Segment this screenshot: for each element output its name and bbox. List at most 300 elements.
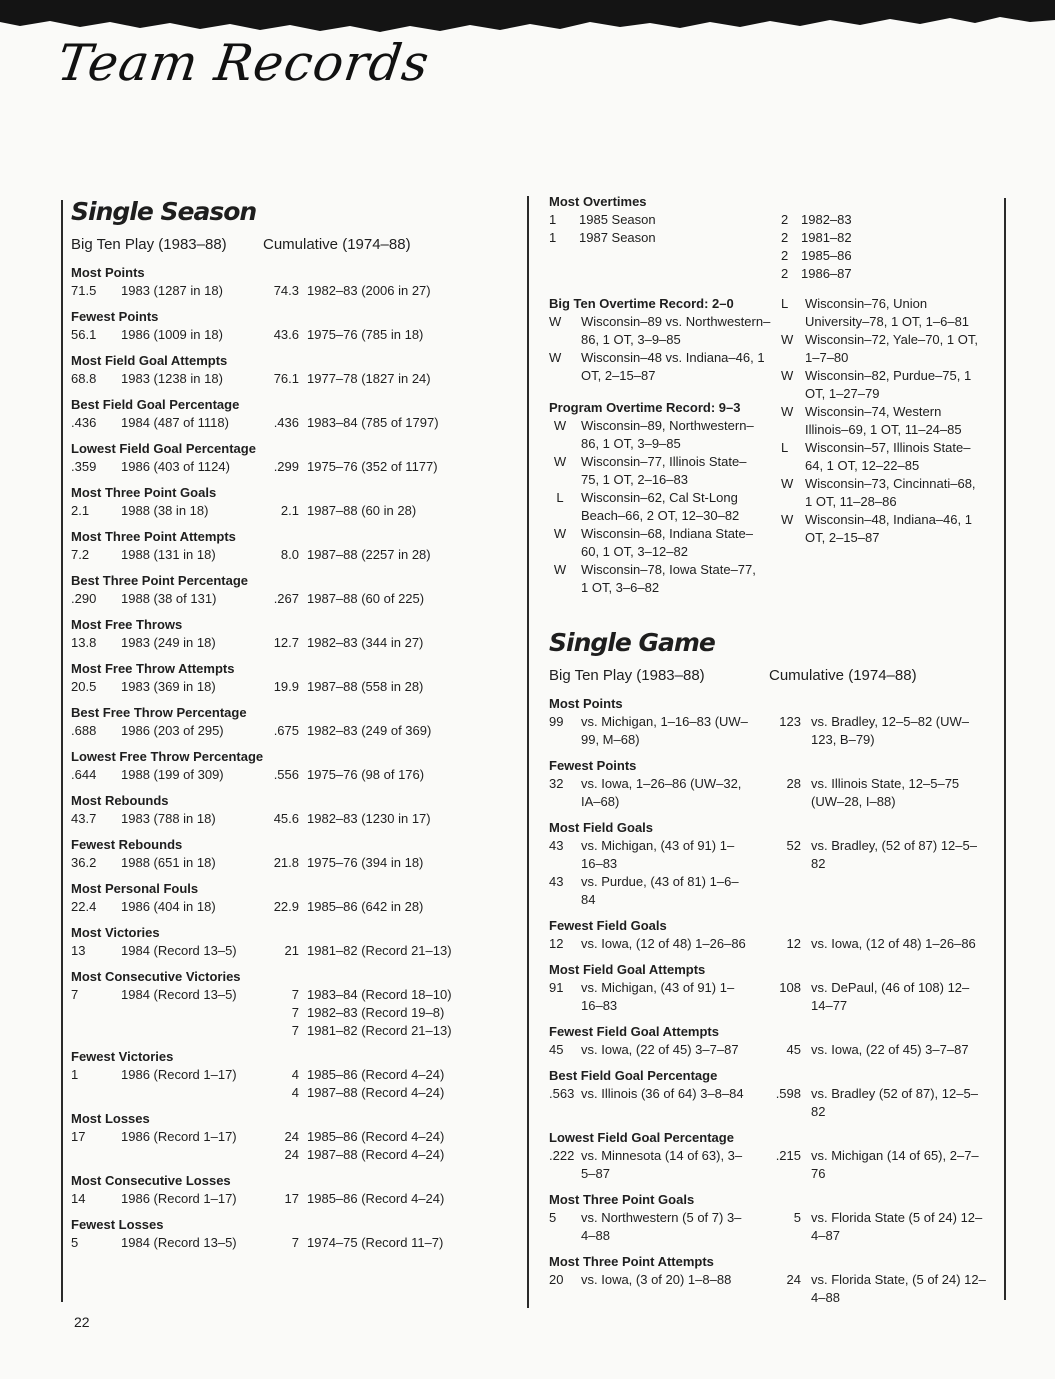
record-entry — [263, 1190, 477, 1208]
cumulative-values — [263, 326, 477, 344]
season-record — [71, 1110, 511, 1164]
season-record — [71, 968, 511, 1040]
cumulative-values — [263, 458, 477, 476]
big-ten-values — [549, 1209, 769, 1245]
big-ten-values — [549, 775, 769, 811]
record-row — [549, 837, 999, 909]
big-ten-value — [71, 458, 263, 476]
season-record — [71, 1048, 511, 1102]
record-title: Most Rebounds — [71, 793, 169, 808]
game-record — [549, 917, 999, 953]
season-record — [71, 836, 511, 872]
record-value: 43 — [549, 874, 564, 889]
record-entry — [263, 1004, 477, 1022]
record-row — [71, 942, 511, 960]
record-entry — [263, 854, 477, 872]
record-description: vs. Illinois State, 12–5–75 (UW–28, I–88) — [811, 776, 960, 809]
record-entry — [549, 417, 781, 453]
record-entry — [71, 326, 261, 344]
record-entry — [263, 458, 477, 476]
record-description: 1981–82 (Record 21–13) — [307, 943, 452, 958]
record-entry — [71, 370, 261, 388]
record-description: 1985–86 (642 in 28) — [307, 899, 424, 914]
record-row — [549, 1271, 999, 1307]
record-value: 14 — [71, 1191, 86, 1206]
record-description: 1984 (Record 13–5) — [121, 1235, 237, 1250]
big-ten-value — [71, 810, 263, 828]
record-value: 17 — [284, 1191, 299, 1206]
record-title: Fewest Losses — [71, 1217, 164, 1232]
cumulative-values — [769, 837, 989, 909]
record-entry — [781, 265, 961, 283]
record-value: 13 — [71, 943, 86, 958]
big-ten-value — [71, 766, 263, 784]
record-title: Lowest Field Goal Percentage — [71, 441, 256, 456]
big-ten-value — [71, 1190, 263, 1208]
record-entry — [263, 1146, 477, 1164]
record-entry — [263, 766, 477, 784]
big-ten-value — [71, 898, 263, 916]
record-row — [71, 722, 511, 740]
most-overtimes-title: Most Overtimes — [549, 194, 647, 209]
overtimes-section — [549, 193, 999, 597]
record-entry — [263, 1128, 477, 1146]
game-record — [549, 757, 999, 811]
record-description: 1983–84 (Record 18–10) — [307, 987, 452, 1002]
record-description: 1987–88 (Record 4–24) — [307, 1147, 445, 1162]
cumulative-header: Cumulative (1974–88) — [263, 236, 411, 253]
season-record — [71, 352, 511, 388]
game-record — [549, 695, 999, 749]
record-description: 1983 (1238 in 18) — [121, 371, 223, 386]
record-entry — [769, 1271, 989, 1307]
record-value: 5 — [549, 1210, 557, 1225]
right-column-rule — [1004, 198, 1006, 1300]
record-value: 4 — [291, 1067, 299, 1082]
record-entry — [769, 713, 989, 749]
record-value: 43 — [549, 838, 564, 853]
big-ten-header: Big Ten Play (1983–88) — [71, 236, 227, 253]
game-record — [549, 1253, 999, 1307]
record-entry — [263, 590, 477, 608]
season-record — [71, 616, 511, 652]
record-row — [549, 1147, 999, 1183]
record-description: vs. Bradley, (52 of 87) 12–5–82 — [811, 838, 977, 871]
record-title: Most Three Point Attempts — [71, 529, 236, 544]
record-description: 1982–83 (Record 19–8) — [307, 1005, 445, 1020]
record-value: 24 — [284, 1147, 299, 1162]
record-value: .598 — [775, 1086, 801, 1101]
season-record — [71, 748, 511, 784]
record-entry — [781, 475, 981, 511]
record-description: Wisconsin–89, Northwestern–86, 1 OT, 3–9–85 — [581, 418, 754, 451]
record-value: W — [781, 512, 794, 527]
season-record — [71, 792, 511, 828]
record-description: vs. Michigan, (43 of 91) 1–16–83 — [581, 838, 735, 871]
record-value: 108 — [779, 980, 801, 995]
record-description: vs. DePaul, (46 of 108) 12–14–77 — [811, 980, 970, 1013]
record-description: 1983 (369 in 18) — [121, 679, 216, 694]
single-season-records — [71, 264, 511, 1252]
record-value: 24 — [786, 1272, 801, 1287]
cumulative-values — [263, 854, 477, 872]
game-record — [549, 1191, 999, 1245]
single-season-section — [71, 196, 511, 1260]
record-row — [71, 326, 511, 344]
record-entry — [263, 810, 477, 828]
record-value: 4 — [291, 1085, 299, 1100]
record-description: Wisconsin–78, Iowa State–77, 1 OT, 3–6–82 — [581, 562, 756, 595]
record-description: 1985–86 (Record 4–24) — [307, 1067, 445, 1082]
record-value: 43.6 — [273, 327, 299, 342]
record-value: W — [781, 332, 794, 347]
record-entry — [263, 502, 477, 520]
cumulative-header: Cumulative (1974–88) — [769, 667, 917, 684]
record-value: 1 — [549, 230, 557, 245]
single-game-records — [549, 695, 999, 1307]
record-entry — [781, 367, 981, 403]
record-entry — [71, 1190, 261, 1208]
record-value: 21.8 — [273, 855, 299, 870]
record-entry — [263, 546, 477, 564]
record-entry — [769, 837, 989, 873]
record-entry — [549, 211, 781, 229]
record-description: 1986 (403 of 1124) — [121, 459, 230, 474]
record-value: 12 — [786, 936, 801, 951]
record-value: 12 — [549, 936, 564, 951]
record-value: 1 — [71, 1067, 79, 1082]
record-entry — [781, 331, 981, 367]
cumulative-values — [263, 942, 477, 960]
cumulative-values — [263, 590, 477, 608]
record-value: .644 — [71, 767, 97, 782]
record-description: 1987–88 (60 in 28) — [307, 503, 417, 518]
record-value: 28 — [786, 776, 801, 791]
cumulative-values — [263, 546, 477, 564]
record-value: 17 — [71, 1129, 86, 1144]
season-record — [71, 880, 511, 916]
record-row — [71, 370, 511, 388]
cumulative-values — [263, 722, 477, 740]
big-ten-value — [71, 986, 263, 1040]
record-description: 1975–76 (394 in 18) — [307, 855, 424, 870]
record-description: vs. Bradley, 12–5–82 (UW–123, B–79) — [811, 714, 969, 747]
record-entry — [781, 247, 961, 265]
season-record — [71, 572, 511, 608]
record-value: L — [556, 490, 564, 505]
cumulative-values — [263, 898, 477, 916]
record-value: 43.7 — [71, 811, 97, 826]
record-description: 1985 Season — [579, 212, 656, 227]
record-description: 1984 (487 of 1118) — [121, 415, 229, 430]
record-row — [71, 986, 511, 1040]
big-ten-values — [549, 1147, 769, 1183]
cumulative-values — [263, 414, 477, 432]
record-title: Fewest Victories — [71, 1049, 174, 1064]
record-entry — [781, 511, 981, 547]
season-record — [71, 660, 511, 696]
record-description: vs. Illinois (36 of 64) 3–8–84 — [581, 1086, 744, 1101]
record-description: 1982–83 (249 of 369) — [307, 723, 432, 738]
record-description: 1977–78 (1827 in 24) — [307, 371, 431, 386]
record-value: W — [553, 454, 567, 469]
record-value: 45 — [786, 1042, 801, 1057]
record-value: W — [553, 526, 567, 541]
game-record — [549, 1067, 999, 1121]
record-description: 1974–75 (Record 11–7) — [307, 1235, 444, 1250]
big-ten-value — [71, 942, 263, 960]
record-entry — [549, 453, 781, 489]
record-value: 91 — [549, 980, 564, 995]
record-value: 71.5 — [71, 283, 97, 298]
most-overtimes-big-ten — [549, 211, 781, 283]
season-record — [71, 924, 511, 960]
record-value: 12.7 — [273, 635, 299, 650]
record-description: 1981–82 (Record 21–13) — [307, 1023, 452, 1038]
record-value: W — [781, 476, 794, 491]
record-entry — [769, 775, 989, 811]
record-description: 1985–86 (Record 4–24) — [307, 1129, 445, 1144]
cumulative-values — [769, 1209, 989, 1245]
record-description: vs. Iowa, (22 of 45) 3–7–87 — [581, 1042, 739, 1057]
record-entry — [549, 229, 781, 247]
season-record — [71, 308, 511, 344]
record-value: 68.8 — [71, 371, 97, 386]
program-overtime-title: Program Overtime Record: 9–3 — [549, 400, 741, 415]
record-row — [71, 898, 511, 916]
record-entry — [263, 1066, 477, 1084]
record-entry — [263, 722, 477, 740]
record-value: 13.8 — [71, 635, 97, 650]
record-description: Wisconsin–82, Purdue–75, 1 OT, 1–27–79 — [805, 368, 972, 401]
record-value: 7 — [291, 1005, 299, 1020]
page-title: Team Records — [53, 34, 434, 92]
record-entry — [263, 986, 477, 1004]
record-description: 1988 (38 of 131) — [121, 591, 217, 606]
big-ten-value — [71, 282, 263, 300]
torn-page-edge — [0, 0, 1055, 34]
record-title: Best Field Goal Percentage — [549, 1068, 718, 1083]
cumulative-values — [263, 1128, 477, 1164]
record-entry — [549, 561, 781, 597]
record-entry — [263, 370, 477, 388]
record-row — [71, 810, 511, 828]
record-description: 1983 (788 in 18) — [121, 811, 216, 826]
cumulative-values — [263, 810, 477, 828]
record-entry — [71, 590, 261, 608]
record-title: Fewest Rebounds — [71, 837, 183, 852]
cumulative-values — [263, 1066, 477, 1102]
record-entry — [549, 1085, 769, 1103]
record-row — [71, 1190, 511, 1208]
record-description: Wisconsin–68, Indiana State–60, 1 OT, 3–12–82 — [581, 526, 753, 559]
record-entry — [263, 898, 477, 916]
record-description: Wisconsin–62, Cal St-Long Beach–66, 2 OT, 12–30–82 — [581, 490, 740, 523]
record-entry — [263, 1084, 477, 1102]
record-entry — [769, 1085, 989, 1121]
record-title: Most Free Throw Attempts — [71, 661, 235, 676]
season-record — [71, 704, 511, 740]
season-record — [71, 440, 511, 476]
record-entry — [71, 546, 261, 564]
record-description: vs. Iowa, (12 of 48) 1–26–86 — [811, 936, 976, 951]
record-value: 8.0 — [280, 547, 299, 562]
record-description: 1986 (Record 1–17) — [121, 1191, 237, 1206]
record-entry — [549, 935, 769, 953]
record-title: Best Three Point Percentage — [71, 573, 248, 588]
big-ten-value — [71, 854, 263, 872]
record-row — [549, 1209, 999, 1245]
single-game-section — [549, 627, 999, 1315]
season-record — [71, 1216, 511, 1252]
big-ten-value — [71, 502, 263, 520]
record-entry — [71, 722, 261, 740]
cumulative-values — [769, 713, 989, 749]
record-description: 1975–76 (98 of 176) — [307, 767, 425, 782]
record-entry — [263, 326, 477, 344]
record-description: vs. Iowa, (12 of 48) 1–26–86 — [581, 936, 746, 951]
record-row — [549, 935, 999, 953]
record-description: 1983–84 (785 of 1797) — [307, 415, 439, 430]
record-value: 1 — [549, 212, 557, 227]
record-title: Most Three Point Attempts — [549, 1254, 714, 1269]
season-record — [71, 396, 511, 432]
record-entry — [769, 1041, 989, 1059]
record-row — [71, 282, 511, 300]
record-entry — [769, 1147, 989, 1183]
big-ten-values — [549, 1085, 769, 1121]
big-ten-header: Big Ten Play (1983–88) — [549, 667, 705, 684]
record-value: W — [549, 314, 562, 329]
record-description: vs. Northwestern (5 of 7) 3–4–88 — [581, 1210, 742, 1243]
record-title: Lowest Field Goal Percentage — [549, 1130, 734, 1145]
single-season-column-headers — [71, 236, 511, 254]
record-title: Most Free Throws — [71, 617, 183, 632]
big-ten-values — [549, 837, 769, 909]
record-description: vs. Iowa, 1–26–86 (UW–32, IA–68) — [581, 776, 742, 809]
record-description: 1984 (Record 13–5) — [121, 987, 237, 1002]
record-entry — [263, 414, 477, 432]
big-ten-values — [549, 935, 769, 953]
big-ten-values — [549, 1271, 769, 1307]
big-ten-value — [71, 546, 263, 564]
record-value: 2 — [781, 230, 789, 245]
record-title: Most Points — [71, 265, 145, 280]
record-description: 1982–83 (2006 in 27) — [307, 283, 431, 298]
record-title: Fewest Points — [71, 309, 159, 324]
record-value: 19.9 — [273, 679, 299, 694]
record-value: 24 — [284, 1129, 299, 1144]
record-description: 1982–83 — [801, 212, 852, 227]
record-description: Wisconsin–76, Union University–78, 1 OT, 1–6–81 — [805, 296, 970, 329]
record-value: 7 — [71, 987, 79, 1002]
record-entry — [781, 211, 961, 229]
record-description: vs. Michigan (14 of 65), 2–7–76 — [811, 1148, 979, 1181]
record-value: W — [781, 368, 794, 383]
record-value: W — [553, 418, 567, 433]
cumulative-values — [263, 678, 477, 696]
record-entry — [71, 414, 261, 432]
record-entry — [71, 810, 261, 828]
cumulative-values — [263, 1190, 477, 1208]
record-description: vs. Iowa, (3 of 20) 1–8–88 — [581, 1272, 732, 1287]
record-description: Wisconsin–73, Cincinnati–68, 1 OT, 11–28–86 — [805, 476, 976, 509]
record-row — [71, 1128, 511, 1164]
record-value: 74.3 — [273, 283, 299, 298]
record-entry — [781, 295, 981, 331]
single-season-title: Single Season — [71, 197, 257, 226]
record-entry — [549, 313, 781, 349]
big-ten-values — [549, 979, 769, 1015]
record-entry — [71, 282, 261, 300]
record-description: 1986 (404 in 18) — [121, 899, 216, 914]
big-ten-value — [71, 326, 263, 344]
record-entry — [71, 502, 261, 520]
cumulative-values — [769, 935, 989, 953]
record-row — [71, 590, 511, 608]
record-row — [71, 1066, 511, 1102]
most-overtimes-cumulative — [781, 211, 961, 283]
record-description: Wisconsin–48, Indiana–46, 1 OT, 2–15–87 — [805, 512, 972, 545]
record-description: 1981–82 — [801, 230, 852, 245]
record-entry — [263, 634, 477, 652]
record-entry — [549, 873, 769, 909]
cumulative-values — [769, 1041, 989, 1059]
middle-column-rule — [527, 196, 529, 1308]
record-description: 1986 (Record 1–17) — [121, 1129, 237, 1144]
record-entry — [263, 282, 477, 300]
record-value: 22.9 — [273, 899, 299, 914]
record-description: 1975–76 (352 of 1177) — [307, 459, 438, 474]
single-game-title: Single Game — [549, 628, 715, 657]
record-value: 45 — [549, 1042, 564, 1057]
record-description: 1975–76 (785 in 18) — [307, 327, 424, 342]
record-description: 1988 (651 in 18) — [121, 855, 216, 870]
record-value: 2 — [781, 212, 789, 227]
record-entry — [71, 898, 261, 916]
record-description: 1988 (38 in 18) — [121, 503, 209, 518]
record-entry — [71, 986, 261, 1040]
record-value: 2.1 — [71, 503, 90, 518]
cumulative-values — [263, 282, 477, 300]
record-row — [549, 1085, 999, 1121]
big-ten-value — [71, 634, 263, 652]
record-value: .267 — [273, 591, 299, 606]
record-title: Most Consecutive Victories — [71, 969, 241, 984]
record-row — [71, 678, 511, 696]
record-description: vs. Minnesota (14 of 63), 3–5–87 — [581, 1148, 743, 1181]
game-record — [549, 961, 999, 1015]
record-entry — [71, 942, 261, 960]
record-value: 76.1 — [273, 371, 299, 386]
big-ten-value — [71, 1234, 263, 1252]
record-row — [71, 502, 511, 520]
record-entry — [769, 1209, 989, 1245]
record-entry — [71, 1066, 261, 1102]
record-row — [71, 854, 511, 872]
record-entry — [769, 979, 989, 1015]
record-title: Fewest Field Goals — [549, 918, 667, 933]
record-value: 2.1 — [280, 503, 299, 518]
record-entry — [549, 713, 769, 749]
left-column-rule — [61, 200, 63, 1302]
record-entry — [549, 349, 781, 385]
record-description: Wisconsin–48 vs. Indiana–46, 1 OT, 2–15–87 — [581, 350, 765, 383]
cumulative-values — [769, 775, 989, 811]
record-description: vs. Florida State, (5 of 24) 12–4–88 — [811, 1272, 986, 1305]
record-value: 7 — [291, 1023, 299, 1038]
record-description: 1986 (Record 1–17) — [121, 1067, 237, 1082]
